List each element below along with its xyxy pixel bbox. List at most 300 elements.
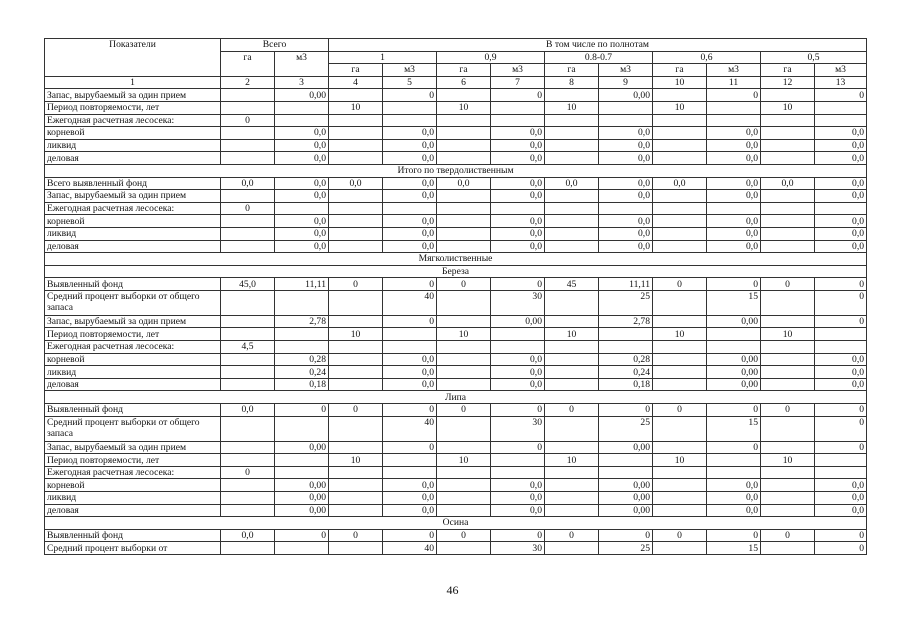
row-label: деловая <box>45 240 221 253</box>
table-cell <box>221 328 275 341</box>
table-cell: 0,0 <box>383 152 437 165</box>
section-title: Береза <box>45 265 867 278</box>
table-cell: 0 <box>491 89 545 102</box>
table-cell: 0 <box>815 89 867 102</box>
table-cell: 0,28 <box>599 353 653 366</box>
table-cell <box>653 127 707 140</box>
table-row <box>45 190 867 203</box>
table-cell: 10 <box>545 454 599 467</box>
table-cell <box>221 479 275 492</box>
table-cell: 15 <box>707 416 761 441</box>
table-cell: 0 <box>653 529 707 542</box>
table-cell <box>761 315 815 328</box>
table-cell <box>329 240 383 253</box>
table-cell <box>437 127 491 140</box>
table-cell <box>653 341 707 354</box>
table-cell <box>221 139 275 152</box>
header-indicators: Показатели <box>45 39 221 77</box>
table-cell: 0 <box>383 404 437 417</box>
table-cell <box>599 328 653 341</box>
table-cell: 0,00 <box>275 479 329 492</box>
table-cell: 0 <box>815 278 867 291</box>
table-cell: 0 <box>383 278 437 291</box>
table-cell: 0,24 <box>599 366 653 379</box>
table-cell <box>815 202 867 215</box>
table-cell: 0,0 <box>329 177 383 190</box>
table-cell <box>653 139 707 152</box>
table-cell: 0 <box>653 404 707 417</box>
column-number: 3 <box>275 76 329 89</box>
table-cell <box>761 542 815 555</box>
row-label: Ежегодная расчетная лесосека: <box>45 466 221 479</box>
table-cell: 10 <box>761 101 815 114</box>
header-density-0-9: 0,9 <box>437 51 545 64</box>
table-cell <box>329 227 383 240</box>
table-cell <box>221 492 275 505</box>
table-cell: 0,0 <box>491 152 545 165</box>
table-cell <box>383 202 437 215</box>
table-cell: 0,0 <box>815 240 867 253</box>
column-number: 13 <box>815 76 867 89</box>
row-label: Средний процент выборки от <box>45 542 221 555</box>
table-row <box>45 278 867 291</box>
row-label: Всего выявленный фонд <box>45 177 221 190</box>
table-cell: 0 <box>329 529 383 542</box>
table-cell: 0 <box>329 404 383 417</box>
table-cell: 0,00 <box>707 378 761 391</box>
table-cell <box>761 227 815 240</box>
table-cell <box>761 290 815 315</box>
section-title: Итого по твердолиственным <box>45 164 867 177</box>
table-cell <box>653 152 707 165</box>
table-row <box>45 215 867 228</box>
table-cell: 0,00 <box>599 504 653 517</box>
table-cell <box>437 240 491 253</box>
table-cell: 0,0 <box>761 177 815 190</box>
table-cell <box>815 101 867 114</box>
table-cell: 15 <box>707 542 761 555</box>
table-cell: 0,24 <box>275 366 329 379</box>
table-cell: 0 <box>707 89 761 102</box>
table-cell <box>275 290 329 315</box>
table-cell <box>329 542 383 555</box>
table-cell <box>437 353 491 366</box>
table-cell <box>815 454 867 467</box>
table-cell: 2,78 <box>599 315 653 328</box>
table-cell <box>491 466 545 479</box>
table-cell <box>329 353 383 366</box>
row-label: деловая <box>45 152 221 165</box>
header-unit-m3: м3 <box>383 64 437 77</box>
table-cell: 0,0 <box>275 139 329 152</box>
table-cell: 0 <box>761 404 815 417</box>
column-number: 8 <box>545 76 599 89</box>
table-cell: 0,0 <box>815 366 867 379</box>
table-cell: 10 <box>653 101 707 114</box>
table-cell <box>599 101 653 114</box>
table-row <box>45 454 867 467</box>
table-cell <box>653 215 707 228</box>
column-number: 7 <box>491 76 545 89</box>
table-cell: 0,0 <box>707 227 761 240</box>
table-cell <box>383 466 437 479</box>
table-cell: 0 <box>599 404 653 417</box>
row-label: Выявленный фонд <box>45 529 221 542</box>
table-cell <box>761 479 815 492</box>
table-cell <box>221 127 275 140</box>
table-row <box>45 366 867 379</box>
table-cell <box>545 114 599 127</box>
forest-table-sheet <box>44 38 866 555</box>
table-cell <box>329 290 383 315</box>
table-cell <box>437 504 491 517</box>
table-cell: 0,0 <box>599 177 653 190</box>
table-row <box>45 315 867 328</box>
table-cell: 0,0 <box>815 479 867 492</box>
section-header-row <box>45 265 867 278</box>
table-cell <box>221 227 275 240</box>
table-row <box>45 328 867 341</box>
table-cell <box>653 504 707 517</box>
table-cell <box>815 114 867 127</box>
table-cell: 0,18 <box>275 378 329 391</box>
table-cell: 0,0 <box>491 227 545 240</box>
header-density-1: 1 <box>329 51 437 64</box>
header-unit-m3: м3 <box>599 64 653 77</box>
table-cell: 0,0 <box>815 177 867 190</box>
table-cell: 0,00 <box>275 504 329 517</box>
table-cell: 0,0 <box>815 215 867 228</box>
table-cell: 10 <box>653 328 707 341</box>
table-cell: 0,0 <box>491 492 545 505</box>
table-cell <box>437 341 491 354</box>
table-cell: 40 <box>383 290 437 315</box>
table-cell: 4,5 <box>221 341 275 354</box>
table-cell <box>653 416 707 441</box>
table-cell <box>221 353 275 366</box>
table-row <box>45 492 867 505</box>
column-number: 4 <box>329 76 383 89</box>
row-label: Запас, вырубаемый за один прием <box>45 190 221 203</box>
table-cell <box>275 101 329 114</box>
table-cell: 0,0 <box>221 529 275 542</box>
table-cell <box>329 315 383 328</box>
row-label: Запас, вырубаемый за один прием <box>45 89 221 102</box>
table-row <box>45 114 867 127</box>
table-cell <box>545 466 599 479</box>
table-cell: 10 <box>545 328 599 341</box>
table-cell <box>707 466 761 479</box>
header-unit-ha: га <box>437 64 491 77</box>
row-label: Выявленный фонд <box>45 278 221 291</box>
table-cell: 0,00 <box>599 441 653 454</box>
table-cell <box>653 366 707 379</box>
table-cell <box>599 454 653 467</box>
table-cell: 0,0 <box>491 378 545 391</box>
table-row <box>45 416 867 441</box>
table-cell: 10 <box>437 454 491 467</box>
table-cell <box>761 127 815 140</box>
table-cell: 10 <box>329 454 383 467</box>
table-cell: 0,0 <box>707 139 761 152</box>
table-cell <box>653 353 707 366</box>
table-cell <box>707 328 761 341</box>
table-cell: 0,0 <box>815 190 867 203</box>
row-label: Период повторяемости, лет <box>45 101 221 114</box>
table-cell <box>491 341 545 354</box>
table-cell: 0,0 <box>599 190 653 203</box>
table-cell: 0 <box>815 542 867 555</box>
table-cell: 0 <box>815 290 867 315</box>
table-cell <box>275 542 329 555</box>
column-number: 10 <box>653 76 707 89</box>
section-title: Липа <box>45 391 867 404</box>
table-cell: 0,0 <box>815 139 867 152</box>
table-cell: 0 <box>815 416 867 441</box>
row-label: ликвид <box>45 492 221 505</box>
table-cell <box>545 240 599 253</box>
header-unit-ha: га <box>653 64 707 77</box>
table-cell: 0,0 <box>815 504 867 517</box>
table-cell: 0,00 <box>491 315 545 328</box>
table-cell: 0,0 <box>491 215 545 228</box>
table-cell <box>221 542 275 555</box>
table-cell: 25 <box>599 290 653 315</box>
table-cell: 0,28 <box>275 353 329 366</box>
table-cell <box>599 114 653 127</box>
table-cell <box>275 202 329 215</box>
table-row <box>45 177 867 190</box>
table-cell <box>761 215 815 228</box>
table-cell <box>653 190 707 203</box>
table-cell <box>761 202 815 215</box>
table-cell <box>275 466 329 479</box>
table-cell <box>653 466 707 479</box>
table-cell <box>599 202 653 215</box>
table-cell <box>545 202 599 215</box>
row-label: Средний процент выборки от общего запаса <box>45 290 221 315</box>
table-cell <box>707 202 761 215</box>
table-cell <box>707 101 761 114</box>
table-cell <box>545 378 599 391</box>
table-cell <box>653 240 707 253</box>
table-cell: 0,0 <box>707 215 761 228</box>
table-cell: 0,00 <box>275 441 329 454</box>
table-cell: 0,0 <box>275 190 329 203</box>
table-cell <box>437 378 491 391</box>
table-cell <box>437 227 491 240</box>
table-cell: 0 <box>491 441 545 454</box>
table-cell <box>761 378 815 391</box>
table-cell: 0 <box>815 404 867 417</box>
table-cell <box>221 454 275 467</box>
table-cell <box>815 466 867 479</box>
table-row <box>45 227 867 240</box>
table-cell: 0,0 <box>383 479 437 492</box>
table-cell: 11,11 <box>599 278 653 291</box>
table-cell: 0 <box>491 278 545 291</box>
table-cell <box>383 341 437 354</box>
table-cell: 0 <box>707 529 761 542</box>
table-cell: 0,0 <box>383 378 437 391</box>
row-label: корневой <box>45 127 221 140</box>
table-cell: 0 <box>221 114 275 127</box>
table-cell <box>329 89 383 102</box>
table-cell <box>545 215 599 228</box>
table-cell: 25 <box>599 542 653 555</box>
table-cell <box>653 492 707 505</box>
table-row <box>45 441 867 454</box>
table-cell: 0,0 <box>491 479 545 492</box>
table-cell: 0,0 <box>383 177 437 190</box>
table-cell <box>329 127 383 140</box>
table-cell: 0,0 <box>383 190 437 203</box>
table-body <box>45 89 867 555</box>
table-cell: 0 <box>761 529 815 542</box>
table-cell: 0,0 <box>707 504 761 517</box>
table-cell: 0,00 <box>275 492 329 505</box>
table-cell <box>761 492 815 505</box>
column-number: 5 <box>383 76 437 89</box>
header-including: В том числе по полнотам <box>329 39 867 52</box>
table-cell: 0 <box>491 404 545 417</box>
table-cell: 0,0 <box>221 177 275 190</box>
table-cell <box>383 101 437 114</box>
table-cell: 0,0 <box>707 152 761 165</box>
table-cell <box>761 139 815 152</box>
table-cell <box>761 341 815 354</box>
row-label: деловая <box>45 378 221 391</box>
header-unit-ha: га <box>329 64 383 77</box>
table-cell: 0,0 <box>599 127 653 140</box>
header-density-0-8-0-7: 0.8-0.7 <box>545 51 653 64</box>
table-cell <box>383 114 437 127</box>
table-cell: 0,0 <box>437 177 491 190</box>
table-cell <box>599 466 653 479</box>
table-cell <box>329 152 383 165</box>
table-cell: 0,0 <box>383 139 437 152</box>
table-cell: 10 <box>545 101 599 114</box>
header-density-0-5: 0,5 <box>761 51 867 64</box>
table-cell: 0 <box>653 278 707 291</box>
table-cell: 45 <box>545 278 599 291</box>
table-cell <box>329 479 383 492</box>
table-cell: 0,00 <box>599 492 653 505</box>
table-cell: 10 <box>437 328 491 341</box>
table-row <box>45 202 867 215</box>
table-cell: 25 <box>599 416 653 441</box>
table-cell <box>437 441 491 454</box>
table-cell <box>329 366 383 379</box>
table-cell: 0,0 <box>653 177 707 190</box>
table-row <box>45 341 867 354</box>
table-cell: 0,0 <box>599 215 653 228</box>
table-cell: 0 <box>383 315 437 328</box>
table-cell <box>437 139 491 152</box>
table-cell <box>545 353 599 366</box>
forest-stock-table <box>44 38 867 555</box>
table-cell <box>653 542 707 555</box>
table-cell: 0,0 <box>815 353 867 366</box>
table-cell <box>275 454 329 467</box>
table-row <box>45 378 867 391</box>
table-row <box>45 404 867 417</box>
table-cell: 0 <box>599 529 653 542</box>
header-unit-m3: м3 <box>815 64 867 77</box>
table-cell <box>545 315 599 328</box>
table-cell <box>437 290 491 315</box>
row-label: ликвид <box>45 227 221 240</box>
table-cell <box>491 101 545 114</box>
table-cell <box>275 328 329 341</box>
table-cell <box>221 378 275 391</box>
table-cell: 0 <box>437 404 491 417</box>
table-row <box>45 529 867 542</box>
table-cell <box>599 341 653 354</box>
table-cell: 0 <box>437 529 491 542</box>
table-row <box>45 504 867 517</box>
table-cell: 0,0 <box>599 152 653 165</box>
table-cell: 0,0 <box>815 378 867 391</box>
table-cell <box>545 152 599 165</box>
table-cell: 0,0 <box>491 190 545 203</box>
table-cell <box>761 89 815 102</box>
table-cell: 0,0 <box>383 215 437 228</box>
table-cell: 0,00 <box>707 315 761 328</box>
header-row-1 <box>45 39 867 52</box>
table-cell <box>437 466 491 479</box>
table-cell <box>437 416 491 441</box>
table-cell: 0,0 <box>815 127 867 140</box>
table-cell <box>221 366 275 379</box>
column-number: 9 <box>599 76 653 89</box>
table-row <box>45 101 867 114</box>
table-cell: 0,0 <box>275 127 329 140</box>
table-cell <box>329 378 383 391</box>
table-cell: 0 <box>383 89 437 102</box>
table-cell: 0,0 <box>383 492 437 505</box>
table-cell <box>329 504 383 517</box>
table-cell: 40 <box>383 416 437 441</box>
table-cell: 0 <box>329 278 383 291</box>
table-cell <box>545 366 599 379</box>
table-cell: 0 <box>221 202 275 215</box>
row-label: корневой <box>45 479 221 492</box>
row-label: Ежегодная расчетная лесосека: <box>45 202 221 215</box>
table-cell: 0,0 <box>599 227 653 240</box>
table-cell: 0,0 <box>275 215 329 228</box>
table-cell <box>545 504 599 517</box>
table-cell <box>761 441 815 454</box>
table-cell <box>329 190 383 203</box>
table-cell <box>437 492 491 505</box>
table-cell: 0 <box>275 404 329 417</box>
table-cell <box>545 416 599 441</box>
table-cell <box>437 190 491 203</box>
section-header-row <box>45 253 867 266</box>
table-cell <box>491 114 545 127</box>
section-header-row <box>45 517 867 530</box>
table-cell <box>329 441 383 454</box>
table-cell: 0,00 <box>275 89 329 102</box>
header-total-m3: м3 <box>275 51 329 76</box>
table-cell: 0 <box>761 278 815 291</box>
table-cell <box>545 127 599 140</box>
table-cell <box>653 202 707 215</box>
table-cell <box>707 454 761 467</box>
header-column-numbers-row <box>45 76 867 89</box>
table-cell: 0,0 <box>599 240 653 253</box>
